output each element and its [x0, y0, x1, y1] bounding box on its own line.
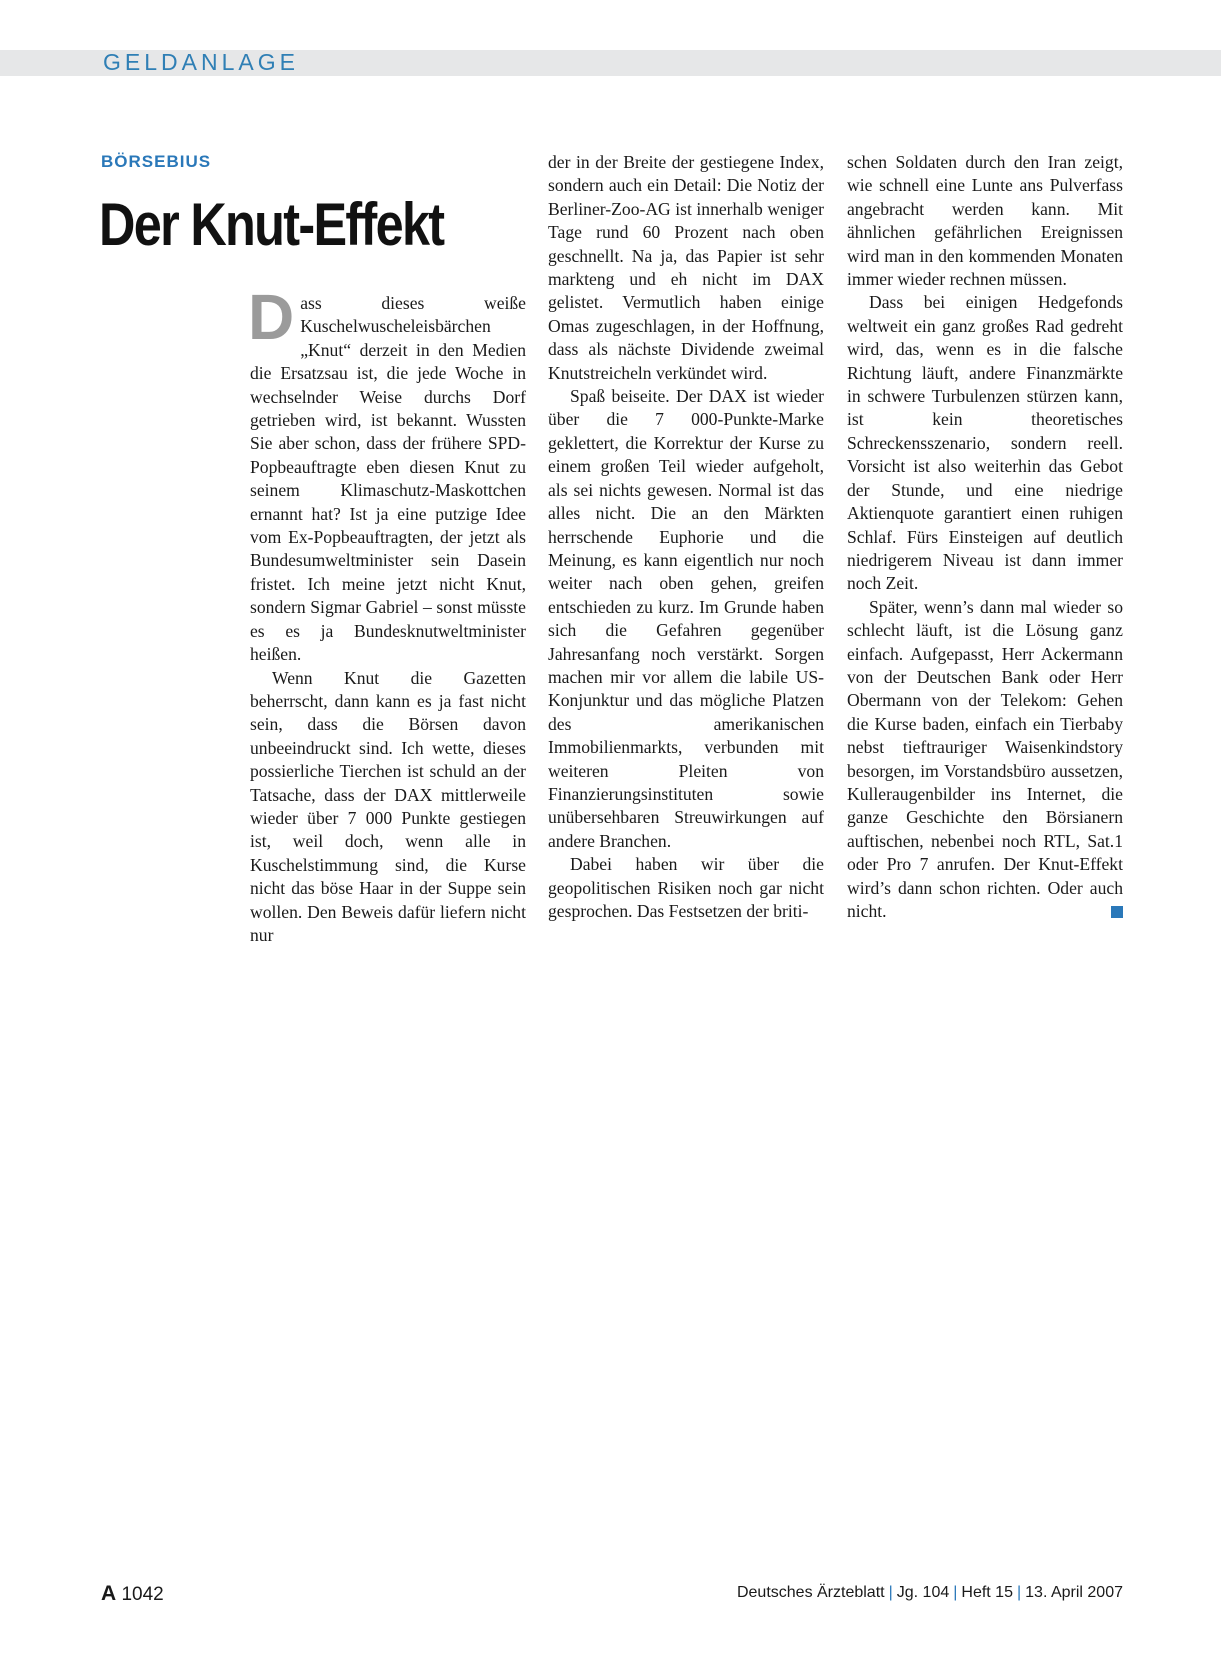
divider: | [888, 1584, 893, 1601]
page-number [101, 1582, 164, 1606]
divider: | [1016, 1584, 1022, 1601]
issue: Heft 15 [961, 1584, 1013, 1601]
drop-cap: D [248, 281, 295, 353]
volume: Jg. 104 [896, 1584, 950, 1601]
page-letter: A [101, 1582, 117, 1605]
article-paragraph: Dabei haben wir über die geopolitischen Risiken noch gar nicht gesprochen. Das Festsetzen der briti- [548, 854, 824, 921]
article-column-2 [548, 151, 824, 923]
article-kicker: BÖRSEBIUS [101, 152, 212, 171]
issue-date: 13. April 2007 [1025, 1584, 1123, 1601]
section-label: GELDANLAGE [103, 49, 299, 75]
article-paragraph: Dass bei einigen Hedgefonds weltweit ein ganz großes Rad gedreht wird, das, wenn es in die falsche Richtung läuft, andere Finanzmärkte in schwere Turbulenzen stürzen kann, ist kein theoretisches Schreckensszenario, sondern reell. Vorsicht ist also weiterhin das Gebot der Stunde, und eine niedrige Aktienquote garantiert einen ruhigen Schlaf. Fürs Einsteigen auf deutlich niedrigerem Niveau ist dann immer noch Zeit. [847, 292, 1123, 594]
article-title: Der Knut-Effekt [99, 191, 444, 258]
article-column-3 [847, 151, 1123, 923]
publication-info [737, 1584, 1123, 1602]
divider: | [953, 1584, 958, 1601]
article-paragraph: der in der Breite der gestiegene Index, sondern auch ein Detail: Die Notiz der Berliner-Zoo-AG ist innerhalb weniger Tage rund 60 Prozent nach oben geschnellt. Na ja, das Papier ist sehr markteng und eh nicht im DAX gelistet. Vermutlich haben einige Omas zugeschlagen, in der Hoffnung, dass als nächste Dividende zweimal Knutstreicheln verkündet wird. [548, 152, 824, 383]
page-number-value: 1042 [121, 1584, 164, 1605]
article-paragraph: Dass dieses weiße Kuschelwuscheleisbärchen „Knut“ derzeit in den Medien die Ersatzsau ist, die jede Woche in wechselnder Weise durchs Dorf getrieben wird, ist bekannt. Wussten Sie aber schon, dass der frühere SPD-Popbeauftragte eben diesen Knut zu seinem Klimaschutz-Maskottchen ernannt hat? Ist ja eine putzige Idee vom Ex-Popbeauftragten, der jetzt als Bundesumweltminister sein Dasein fristet. Ich meine jetzt nicht Knut, sondern Sigmar Gabriel – sonst müsste es es ja Bundesknutweltminister heißen. [248, 281, 526, 665]
article-column-1 [248, 281, 526, 947]
article-paragraph: schen Soldaten durch den Iran zeigt, wie schnell eine Lunte ans Pulverfass angebracht werden kann. Mit ähnlichen gefährlichen Ereignissen wird man in den kommenden Monaten immer wieder rechnen müssen. [847, 152, 1123, 290]
article-paragraph: Spaß beiseite. Der DAX ist wieder über die 7 000-Punkte-Marke geklettert, die Korrektur der Kurse zu einem großen Teil wieder aufgeholt, als sei nichts gewesen. Normal ist das alles nicht. Die an den Märkten herrschende Euphorie und die Meinung, es kann eigentlich nur noch weiter nach oben gehen, greifen entschieden zu kurz. Im Grunde haben sich die Gefahren gegenüber Jahresanfang noch verstärkt. Sorgen machen mir vor allem die labile US-Konjunktur und das mögliche Platzen des amerikanischen Immobilienmarkts, verbunden mit weiteren Pleiten von Finanzierungsinstituten sowie unübersehbaren Streuwirkungen auf andere Branchen. [548, 386, 824, 851]
journal-name: Deutsches Ärzteblatt [736, 1584, 885, 1601]
article-paragraph: Später, wenn’s dann mal wieder so schlecht läuft, ist die Lösung ganz einfach. Aufgepasst, Herr Ackermann von der Deutschen Bank oder Herr Obermann von der Telekom: Gehen die Kurse baden, einfach ein Tierbaby nebst tieftrauriger Waisenkindstory besorgen, im Vorstandsbüro aussetzen, Kulleraugenbilder ins Internet, die ganze Geschichte den Börsianern auftischen, nebenbei noch RTL, Sat.1 oder Pro 7 anrufen. Der Knut-Effekt wird’s dann schon richten. Oder auch nicht. [847, 596, 1123, 921]
article-paragraph: Wenn Knut die Gazetten beherrscht, dann kann es ja fast nicht sein, dass die Börsen davon unbeeindruckt sind. Ich wette, dieses possierliche Tierchen ist schuld an der Tatsache, dass der DAX mittlerweile wieder über 7 000 Punkte gestiegen ist, weil doch, wenn alle in Kuschelstimmung sind, die Kurse nicht das böse Haar in der Suppe sein wollen. Den Beweis dafür liefern nicht nur [250, 667, 526, 945]
end-of-article-square-icon [1111, 906, 1123, 918]
